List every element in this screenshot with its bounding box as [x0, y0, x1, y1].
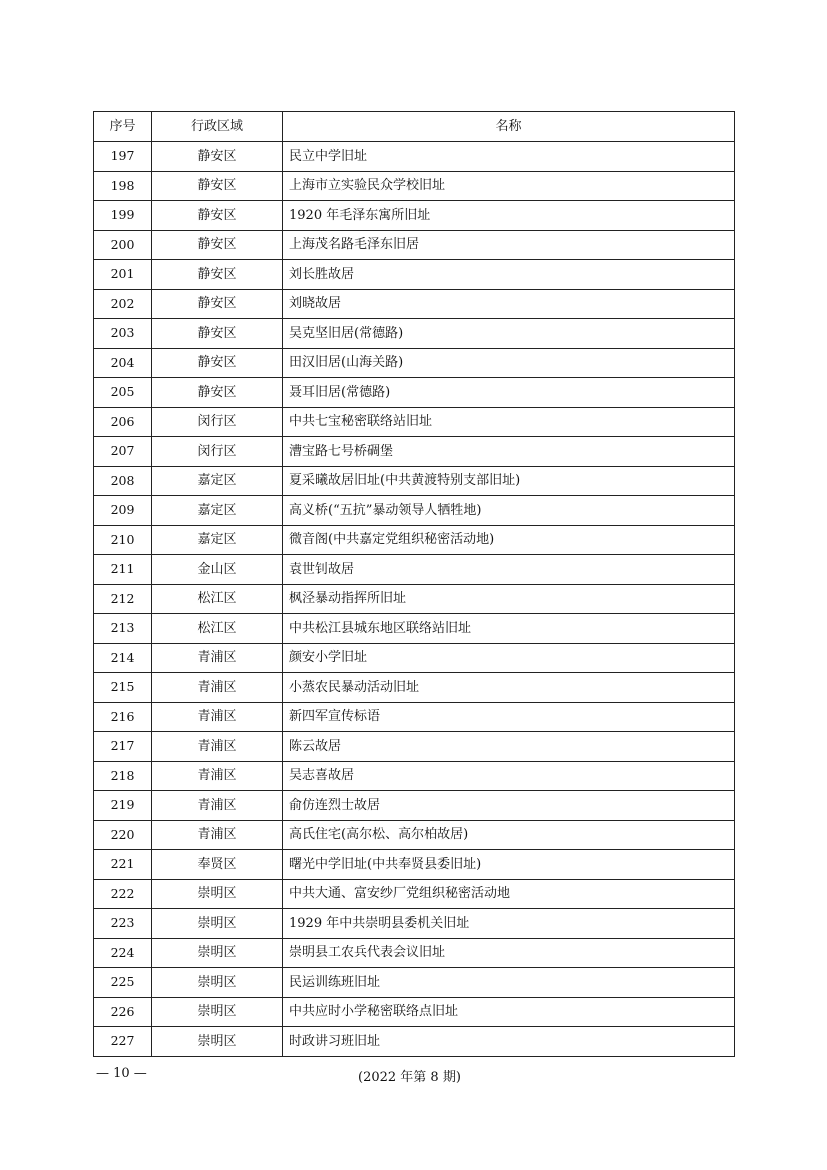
table-row: [94, 850, 735, 880]
table-row: [94, 466, 735, 496]
table-row: [94, 614, 735, 644]
table-row: [94, 525, 735, 555]
cell-serial-number: 225: [94, 968, 152, 998]
table-row: [94, 348, 735, 378]
cell-site-name: 小蒸农民暴动活动旧址: [283, 673, 735, 703]
table-row: [94, 1027, 735, 1057]
cell-site-name: 民运训练班旧址: [283, 968, 735, 998]
cell-district: 青浦区: [152, 702, 283, 732]
cell-site-name: 陈云故居: [283, 732, 735, 762]
cell-district: 青浦区: [152, 643, 283, 673]
cell-serial-number: 216: [94, 702, 152, 732]
cell-district: 静安区: [152, 378, 283, 408]
header-name: 名称: [283, 112, 735, 142]
cell-district: 崇明区: [152, 938, 283, 968]
table-row: [94, 289, 735, 319]
issue-label: (2022 年第 8 期): [358, 1070, 461, 1085]
cell-site-name: 1929 年中共崇明县委机关旧址: [283, 909, 735, 939]
cell-serial-number: 200: [94, 230, 152, 260]
table-row: [94, 319, 735, 349]
cell-site-name: 聂耳旧居(常德路): [283, 378, 735, 408]
cell-district: 青浦区: [152, 732, 283, 762]
cell-site-name: 中共大通、富安纱厂党组织秘密活动地: [283, 879, 735, 909]
cell-site-name: 枫泾暴动指挥所旧址: [283, 584, 735, 614]
cell-district: 静安区: [152, 289, 283, 319]
cell-district: 青浦区: [152, 791, 283, 821]
cell-district: 静安区: [152, 319, 283, 349]
cell-district: 嘉定区: [152, 466, 283, 496]
cell-district: 嘉定区: [152, 525, 283, 555]
cell-site-name: 中共七宝秘密联络站旧址: [283, 407, 735, 437]
cell-district: 静安区: [152, 230, 283, 260]
cell-district: 青浦区: [152, 761, 283, 791]
cell-district: 崇明区: [152, 879, 283, 909]
cell-district: 静安区: [152, 142, 283, 172]
cell-site-name: 吴克坚旧居(常德路): [283, 319, 735, 349]
cell-serial-number: 211: [94, 555, 152, 585]
cell-site-name: 刘晓故居: [283, 289, 735, 319]
cell-site-name: 高氏住宅(高尔松、高尔柏故居): [283, 820, 735, 850]
cell-serial-number: 210: [94, 525, 152, 555]
cell-serial-number: 223: [94, 909, 152, 939]
table-row: [94, 555, 735, 585]
table-body: [94, 142, 735, 1057]
table-row: [94, 820, 735, 850]
cell-serial-number: 220: [94, 820, 152, 850]
cell-site-name: 上海市立实验民众学校旧址: [283, 171, 735, 201]
cell-serial-number: 202: [94, 289, 152, 319]
cell-serial-number: 215: [94, 673, 152, 703]
cell-site-name: 崇明县工农兵代表会议旧址: [283, 938, 735, 968]
cell-district: 崇明区: [152, 1027, 283, 1057]
cell-district: 闵行区: [152, 407, 283, 437]
table-row: [94, 407, 735, 437]
cell-site-name: 中共应时小学秘密联络点旧址: [283, 997, 735, 1027]
heritage-sites-table: [93, 111, 735, 1057]
table-row: [94, 230, 735, 260]
cell-serial-number: 218: [94, 761, 152, 791]
cell-site-name: 曙光中学旧址(中共奉贤县委旧址): [283, 850, 735, 880]
cell-site-name: 夏采曦故居旧址(中共黄渡特别支部旧址): [283, 466, 735, 496]
table-row: [94, 968, 735, 998]
cell-site-name: 刘长胜故居: [283, 260, 735, 290]
table-row: [94, 496, 735, 526]
cell-site-name: 1920 年毛泽东寓所旧址: [283, 201, 735, 231]
cell-district: 静安区: [152, 171, 283, 201]
cell-site-name: 田汉旧居(山海关路): [283, 348, 735, 378]
table-row: [94, 437, 735, 467]
table-row: [94, 909, 735, 939]
cell-site-name: 微音阁(中共嘉定党组织秘密活动地): [283, 525, 735, 555]
cell-site-name: 民立中学旧址: [283, 142, 735, 172]
cell-site-name: 漕宝路七号桥碉堡: [283, 437, 735, 467]
cell-district: 静安区: [152, 348, 283, 378]
cell-serial-number: 217: [94, 732, 152, 762]
cell-serial-number: 207: [94, 437, 152, 467]
cell-district: 静安区: [152, 201, 283, 231]
cell-site-name: 中共松江县城东地区联络站旧址: [283, 614, 735, 644]
table-row: [94, 201, 735, 231]
table-row: [94, 732, 735, 762]
cell-serial-number: 204: [94, 348, 152, 378]
cell-district: 青浦区: [152, 673, 283, 703]
cell-site-name: 时政讲习班旧址: [283, 1027, 735, 1057]
table-row: [94, 643, 735, 673]
cell-serial-number: 214: [94, 643, 152, 673]
table-row: [94, 584, 735, 614]
cell-serial-number: 227: [94, 1027, 152, 1057]
cell-site-name: 新四军宣传标语: [283, 702, 735, 732]
cell-district: 崇明区: [152, 997, 283, 1027]
table-row: [94, 938, 735, 968]
cell-district: 松江区: [152, 584, 283, 614]
cell-serial-number: 199: [94, 201, 152, 231]
cell-district: 崇明区: [152, 968, 283, 998]
table-row: [94, 997, 735, 1027]
table-row: [94, 673, 735, 703]
cell-site-name: 俞仿连烈士故居: [283, 791, 735, 821]
cell-district: 奉贤区: [152, 850, 283, 880]
cell-site-name: 上海茂名路毛泽东旧居: [283, 230, 735, 260]
cell-serial-number: 206: [94, 407, 152, 437]
cell-serial-number: 205: [94, 378, 152, 408]
cell-serial-number: 203: [94, 319, 152, 349]
cell-district: 松江区: [152, 614, 283, 644]
cell-serial-number: 213: [94, 614, 152, 644]
page-number: — 10 —: [96, 1066, 147, 1081]
cell-district: 青浦区: [152, 820, 283, 850]
table-row: [94, 260, 735, 290]
cell-site-name: 颜安小学旧址: [283, 643, 735, 673]
cell-district: 金山区: [152, 555, 283, 585]
table-row: [94, 142, 735, 172]
cell-serial-number: 226: [94, 997, 152, 1027]
cell-site-name: 袁世钊故居: [283, 555, 735, 585]
cell-serial-number: 219: [94, 791, 152, 821]
table-row: [94, 791, 735, 821]
cell-district: 崇明区: [152, 909, 283, 939]
header-serial-number: 序号: [94, 112, 152, 142]
cell-serial-number: 212: [94, 584, 152, 614]
cell-serial-number: 198: [94, 171, 152, 201]
table-row: [94, 761, 735, 791]
cell-serial-number: 208: [94, 466, 152, 496]
cell-serial-number: 201: [94, 260, 152, 290]
cell-serial-number: 222: [94, 879, 152, 909]
header-district: 行政区域: [152, 112, 283, 142]
cell-district: 嘉定区: [152, 496, 283, 526]
cell-serial-number: 197: [94, 142, 152, 172]
table-header-row: [94, 112, 735, 142]
cell-district: 静安区: [152, 260, 283, 290]
table-row: [94, 378, 735, 408]
cell-site-name: 高义桥(“五抗”暴动领导人牺牲地): [283, 496, 735, 526]
cell-serial-number: 224: [94, 938, 152, 968]
cell-district: 闵行区: [152, 437, 283, 467]
table-row: [94, 879, 735, 909]
cell-site-name: 吴志喜故居: [283, 761, 735, 791]
cell-serial-number: 209: [94, 496, 152, 526]
cell-serial-number: 221: [94, 850, 152, 880]
table-row: [94, 171, 735, 201]
table-row: [94, 702, 735, 732]
